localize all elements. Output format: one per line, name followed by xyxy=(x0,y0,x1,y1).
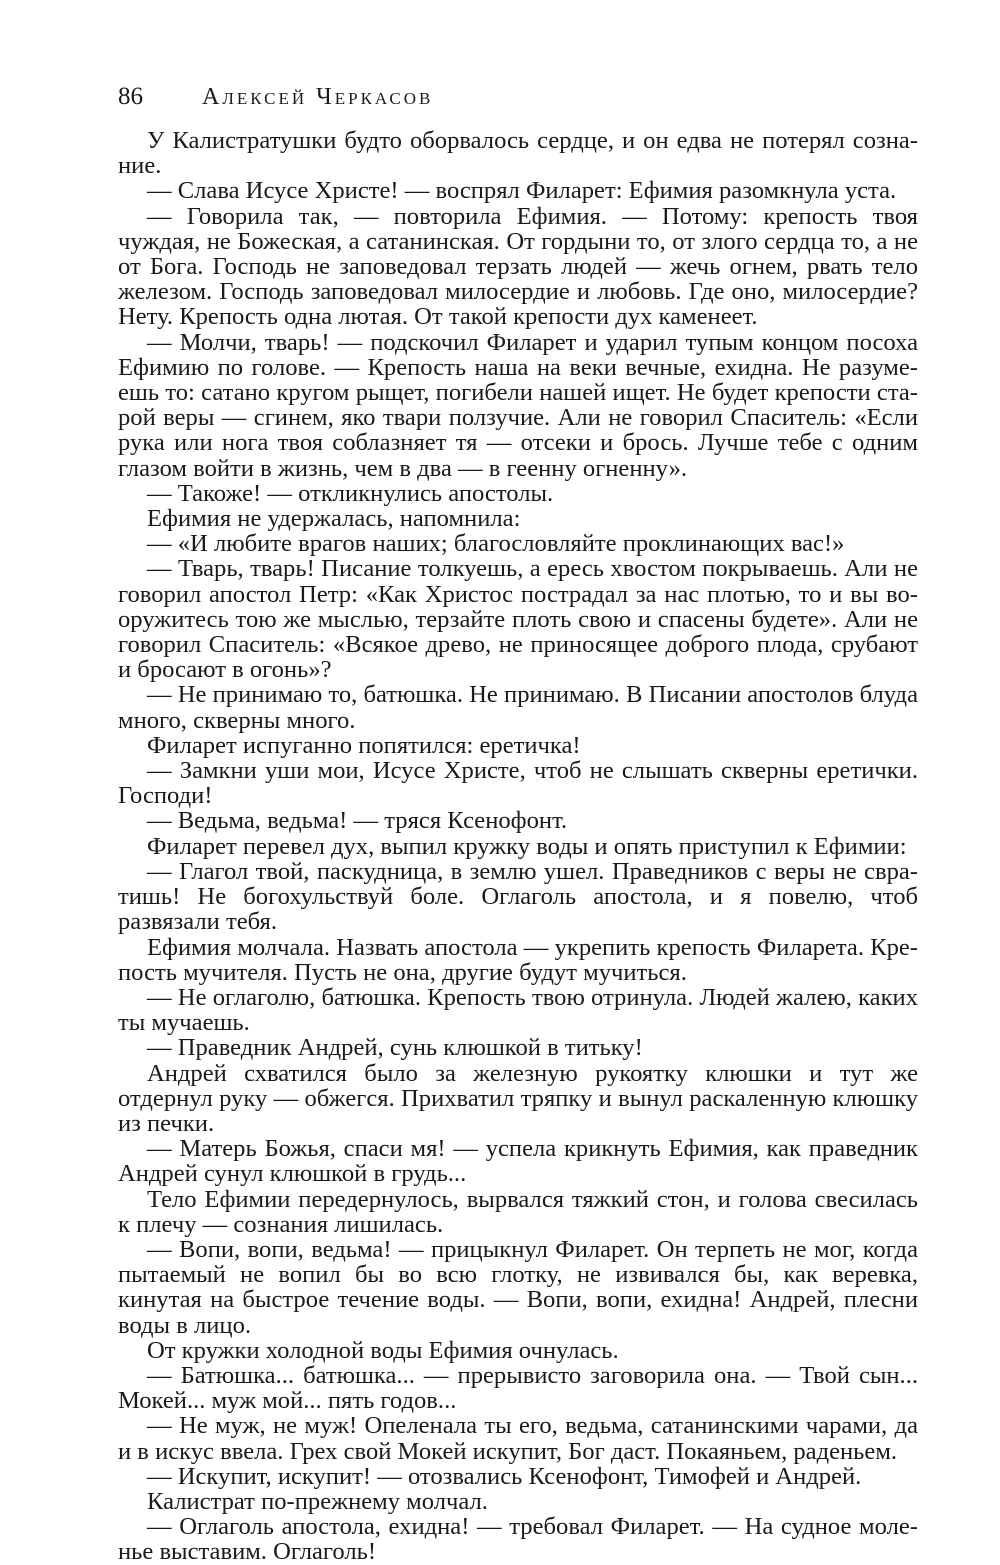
running-head-author: Алексей Черкасов xyxy=(202,84,434,110)
paragraph: — Праведник Андрей, сунь клюшкой в титьку! xyxy=(147,1034,643,1062)
body-text xyxy=(118,128,918,1565)
paragraph: — «И любите врагов наших; благословляйте проклинающих вас!» xyxy=(147,530,845,558)
paragraph: Ефимия молчала. Назвать апостола — укрепить крепость Филарета. Крепость мучителя. Пусть не она, другие будут мучиться. xyxy=(118,933,918,986)
paragraph: — Тварь, тварь! Писание толкуешь, а ересь хвостом покрываешь. Али не говорил апостол Петр: «Как Христос пострадал за нас плотью, то и вы вооружитесь тою же мыслью, терзайте плоть свою и спасены будете». Али не говорил Спаситель: «Всякое древо, не приносящее доброго плода, срубают и бросают в огонь»? xyxy=(118,555,918,684)
paragraph: — Замкни уши мои, Исусе Христе, чтоб не слышать скверны еретички. Господи! xyxy=(118,757,918,810)
paragraph: У Калистратушки будто оборвалось сердце, и он едва не потерял сознание. xyxy=(118,127,918,180)
paragraph: — Не принимаю то, батюшка. Не принимаю. В Писании апостолов блуда много, скверны много. xyxy=(118,681,918,734)
paragraph: Ефимия не удержалась, напомнила: xyxy=(147,505,521,533)
paragraph: Андрей схватился было за железную рукоятку клюшки и тут же отдернул руку — обжегся. Прихватил тряпку и вынул раскаленную клюшку из печки. xyxy=(118,1059,918,1137)
paragraph: — Ведьма, ведьма! — тряся Ксенофонт. xyxy=(147,807,568,835)
paragraph: — Не оглаголю, батюшка. Крепость твою отринула. Людей жалею, каких ты мучаешь. xyxy=(118,983,918,1037)
paragraph: — Слава Исусе Христе! — воспрял Филарет: Ефимия разомкнула уста. xyxy=(147,177,897,205)
paragraph: — Не муж, не муж! Опеленала ты его, ведьма, сатанинскими чарами, да и в искус ввела. Грех свой Мокей искупит, Бог даст. Покаяньем, раденьем. xyxy=(118,1412,918,1465)
paragraph: — Говорила так, — повторила Ефимия. — Потому: крепость твоя чуждая, не Божеская, а сатанинская. От гордыни то, от злого сердца то, а не от Бога. Господь не заповедовал терзать людей — жечь огнем, рвать тело железом. Господь заповедовал милосердие и любовь. Где оно, милосердие? Нету. Крепость одна лютая. От такой крепости дух каменеет. xyxy=(118,202,918,331)
paragraph: Тело Ефимии передернулось, вырвался тяжкий стон, и голова свесилась к плечу — сознания лишилась. xyxy=(118,1185,918,1238)
paragraph: — Оглаголь апостола, ехидна! — требовал Филарет. — На судное моленье выставим. Оглаголь! xyxy=(118,1513,918,1565)
paragraph: От кружки холодной воды Ефимия очнулась. xyxy=(147,1336,619,1364)
paragraph: Филарет испуганно попятился: еретичка! xyxy=(147,731,581,759)
paragraph: — Матерь Божья, спаси мя! — успела крикнуть Ефимия, как праведник Андрей сунул клюшкой в грудь... xyxy=(118,1135,918,1188)
page-number: 86 xyxy=(118,83,143,110)
running-head xyxy=(118,82,918,112)
paragraph: — Искупит, искупит! — отозвались Ксенофонт, Тимофей и Андрей. xyxy=(147,1462,862,1490)
paragraph: — Молчи, тварь! — подскочил Филарет и ударил тупым концом посоха Ефимию по голове. — Крепость наша на веки вечные, ехидна. Не разумеешь то: сатано кругом рыщет, погибели нашей ищет. Не будет крепости старой веры — сгинем, яко твари ползучие. Али не говорил Спаситель: «Если рука или нога твоя соблазняет тя — отсеки и брось. Лучше тебе с одним глазом войти в жизнь, чем в два — в геенну огненну». xyxy=(118,328,918,482)
paragraph: — Вопи, вопи, ведьма! — прицыкнул Филарет. Он терпеть не мог, когда пытаемый не вопил бы во всю глотку, не извивался бы, как веревка, кинутая на быстрое течение воды. — Вопи, вопи, ехидна! Андрей, плесни воды в лицо. xyxy=(118,1235,918,1339)
paragraph: — Батюшка... батюшка... — прерывисто заговорила она. — Твой сын... Мокей... муж мой... пять годов... xyxy=(118,1361,918,1415)
paragraph: — Глагол твой, паскудница, в землю ушел. Праведников с веры не сврaтишь! Не богохульствуй боле. Оглаголь апостола, и я повелю, чтоб развязали тебя. xyxy=(118,857,918,936)
paragraph: Калистрат по-прежнему молчал. xyxy=(147,1487,488,1515)
paragraph: — Такоже! — откликнулись апостолы. xyxy=(147,479,554,507)
paragraph: Филарет перевел дух, выпил кружку воды и опять приступил к Ефимии: xyxy=(147,832,907,860)
